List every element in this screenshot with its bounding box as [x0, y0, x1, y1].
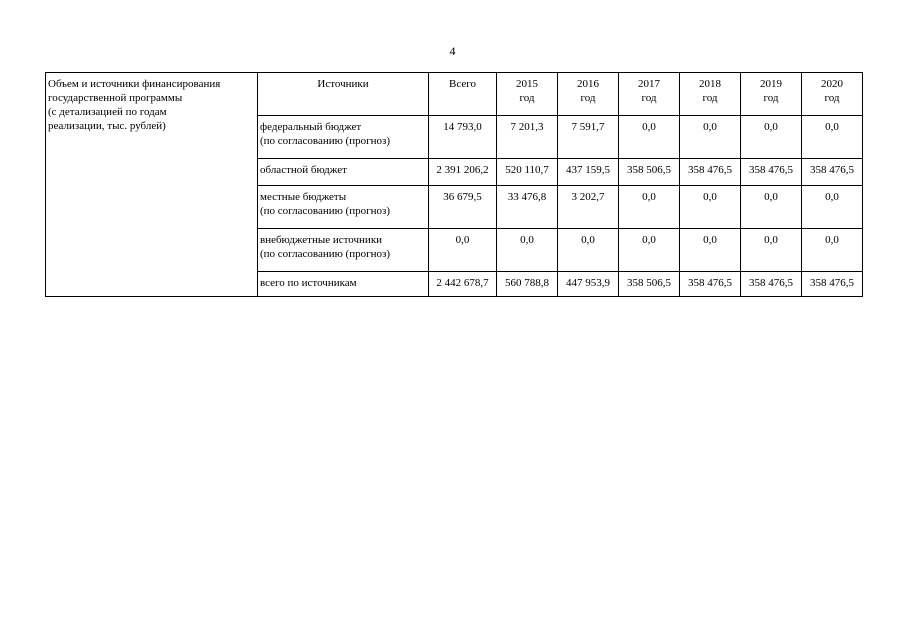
source-line: (по согласованию (прогноз)	[260, 205, 391, 217]
header-year-unit: год	[519, 92, 535, 104]
section-label-line: Объем и источники финансирования	[48, 78, 221, 90]
value-cell: 0,0	[680, 229, 741, 272]
value-cell: 0,0	[802, 186, 863, 229]
value-cell: 358 476,5	[802, 272, 863, 297]
value-cell: 358 476,5	[741, 159, 802, 186]
source-line: областной бюджет	[260, 164, 347, 176]
header-year-unit: год	[702, 92, 718, 104]
value-cell-total: 14 793,0	[429, 116, 497, 159]
header-year: 2019	[760, 78, 782, 90]
header-year-2016	[558, 73, 619, 116]
header-year-2015	[497, 73, 558, 116]
value-cell: 358 506,5	[619, 272, 680, 297]
header-total: Всего	[429, 73, 497, 116]
table-header-row	[46, 73, 863, 116]
source-line: (по согласованию (прогноз)	[260, 248, 391, 260]
value-cell: 0,0	[680, 186, 741, 229]
source-cell	[258, 116, 429, 159]
value-cell: 0,0	[619, 116, 680, 159]
source-cell	[258, 272, 429, 297]
value-cell: 520 110,7	[497, 159, 558, 186]
value-cell: 0,0	[619, 229, 680, 272]
value-cell-total: 2 442 678,7	[429, 272, 497, 297]
source-cell	[258, 186, 429, 229]
value-cell: 33 476,8	[497, 186, 558, 229]
value-cell: 0,0	[741, 116, 802, 159]
value-cell: 0,0	[680, 116, 741, 159]
source-cell	[258, 229, 429, 272]
value-cell: 0,0	[619, 186, 680, 229]
value-cell: 0,0	[741, 186, 802, 229]
funding-table	[45, 72, 863, 297]
value-cell: 3 202,7	[558, 186, 619, 229]
value-cell: 358 476,5	[741, 272, 802, 297]
header-year-2018	[680, 73, 741, 116]
value-cell: 7 591,7	[558, 116, 619, 159]
header-sources: Источники	[258, 73, 429, 116]
source-cell	[258, 159, 429, 186]
header-year: 2016	[577, 78, 599, 90]
value-cell: 0,0	[558, 229, 619, 272]
header-year-unit: год	[763, 92, 779, 104]
header-year-2020	[802, 73, 863, 116]
value-cell: 358 476,5	[680, 159, 741, 186]
header-year: 2020	[821, 78, 843, 90]
value-cell: 0,0	[802, 229, 863, 272]
value-cell: 447 953,9	[558, 272, 619, 297]
header-year-2017	[619, 73, 680, 116]
value-cell: 358 506,5	[619, 159, 680, 186]
header-year-2019	[741, 73, 802, 116]
header-year-unit: год	[641, 92, 657, 104]
value-cell: 358 476,5	[680, 272, 741, 297]
value-cell-total: 0,0	[429, 229, 497, 272]
value-cell-total: 36 679,5	[429, 186, 497, 229]
section-label-line: (с детализацией по годам	[48, 106, 167, 118]
header-year: 2018	[699, 78, 721, 90]
value-cell: 437 159,5	[558, 159, 619, 186]
header-year: 2017	[638, 78, 660, 90]
value-cell: 0,0	[741, 229, 802, 272]
section-label	[46, 73, 258, 297]
value-cell: 0,0	[802, 116, 863, 159]
page-number: 4	[449, 44, 456, 58]
header-year: 2015	[516, 78, 538, 90]
value-cell-total: 2 391 206,2	[429, 159, 497, 186]
source-line: всего по источникам	[260, 277, 357, 289]
value-cell: 7 201,3	[497, 116, 558, 159]
header-year-unit: год	[824, 92, 840, 104]
source-line: (по согласованию (прогноз)	[260, 135, 391, 147]
header-year-unit: год	[580, 92, 596, 104]
source-line: федеральный бюджет	[260, 121, 362, 133]
value-cell: 560 788,8	[497, 272, 558, 297]
value-cell: 0,0	[497, 229, 558, 272]
section-label-line: государственной программы	[48, 92, 183, 104]
value-cell: 358 476,5	[802, 159, 863, 186]
source-line: внебюджетные источники	[260, 234, 383, 246]
source-line: местные бюджеты	[260, 191, 347, 203]
section-label-line: реализации, тыс. рублей)	[48, 120, 166, 132]
